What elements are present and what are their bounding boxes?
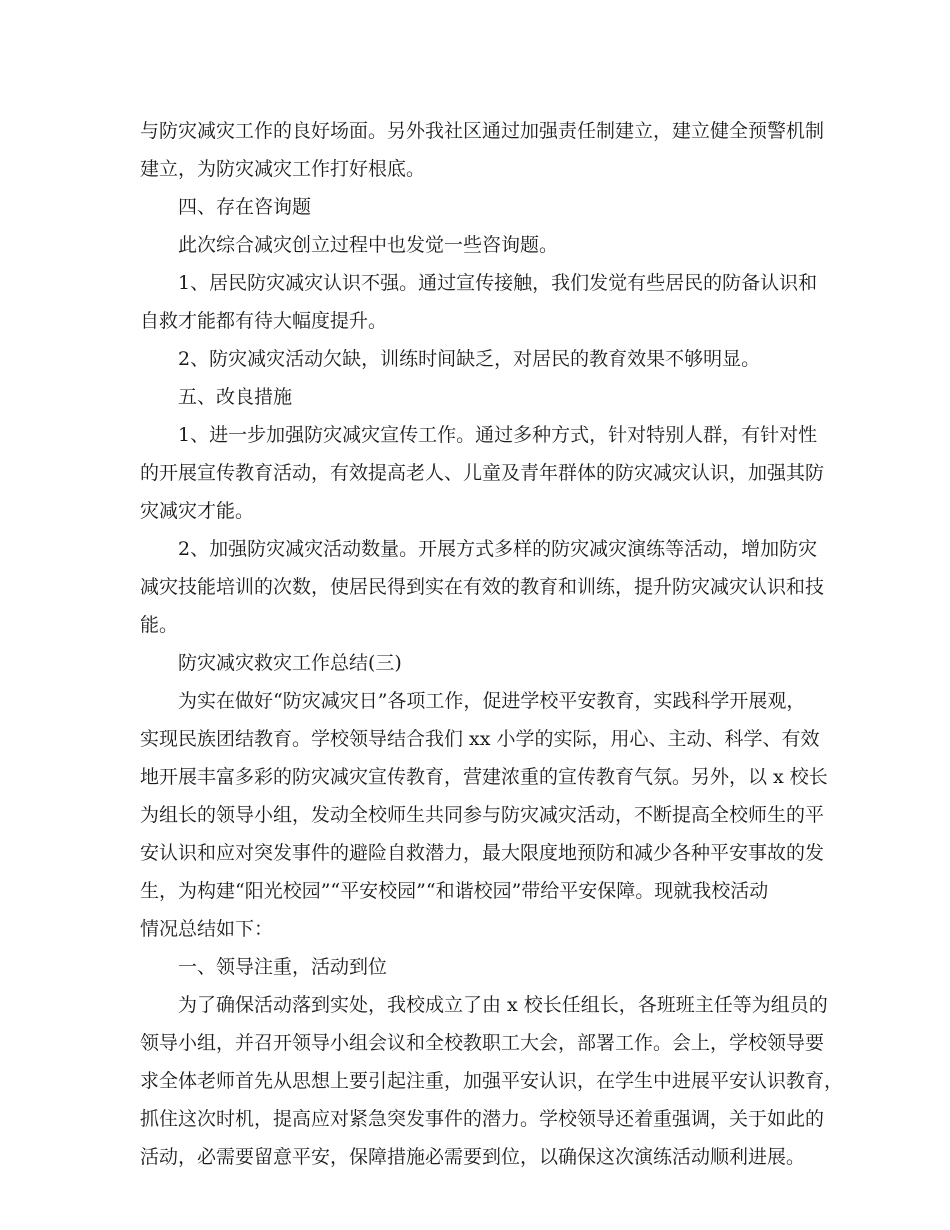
document-body [140, 112, 844, 1176]
text-line: 能。 [140, 614, 179, 636]
text-line: 为实在做好“防灾减灾日”各项工作，促进学校平安教育，实践科学开展观， [178, 690, 806, 712]
text-line: 1、进一步加强防灾减灾宣传工作。通过多种方式，针对特别人群，有针对性 [178, 424, 818, 446]
text-line: 抓住这次时机，提高应对紧急突发事件的潜力。学校领导还着重强调，关于如此的 [140, 1108, 825, 1130]
text-line: 活动，必需要留意平安，保障措施必需要到位，以确保这次演练活动顺利进展。 [140, 1146, 806, 1168]
text-line: 为组长的领导小组，发动全校师生共同参与防灾减灾活动，不断提高全校师生的平 [140, 804, 825, 826]
text-line: 2、加强防灾减灾活动数量。开展方式多样的防灾减灾演练等活动，增加防灾 [178, 538, 818, 560]
text-line: 求全体老师首先从思想上要引起注重，加强平安认识，在学生中进展平安认识教育， [140, 1070, 844, 1092]
section-heading: 五、改良措施 [178, 386, 293, 408]
text-line: 2、防灾减灾活动欠缺，训练时间缺乏，对居民的教育效果不够明显。 [178, 348, 761, 370]
text-line: 与防灾减灾工作的良好场面。另外我社区通过加强责任制建立，建立健全预警机制 [140, 120, 825, 142]
text-line: 生，为构建“阳光校园”“平安校园”“和谐校园”带给平安保障。现就我校活动 [140, 880, 769, 902]
text-line: 1、居民防灾减灾认识不强。通过宣传接触，我们发觉有些居民的防备认识和 [178, 272, 818, 294]
text-line: 实现民族团结教育。学校领导结合我们 xx 小学的实际，用心、主动、科学、有效 [140, 728, 820, 750]
text-line: 减灾技能培训的次数，使居民得到实在有效的教育和训练，提升防灾减灾认识和技 [140, 576, 825, 598]
text-line: 自救才能都有待大幅度提升。 [140, 310, 388, 332]
text-line: 为了确保活动落到实处，我校成立了由 x 校长任组长，各班班主任等为组员的 [178, 994, 828, 1016]
text-line: 情况总结如下： [140, 918, 274, 940]
section-heading: 一、领导注重，活动到位 [178, 956, 388, 978]
text-line: 灾减灾才能。 [140, 500, 255, 522]
text-line: 地开展丰富多彩的防灾减灾宣传教育，营建浓重的宣传教育气氛。另外，以 x 校长 [140, 766, 828, 788]
text-line: 建立，为防灾减灾工作打好根底。 [140, 158, 426, 180]
section-heading: 四、存在咨询题 [178, 196, 312, 218]
text-line: 的开展宣传教育活动，有效提高老人、儿童及青年群体的防灾减灾认识，加强其防 [140, 462, 825, 484]
text-line: 领导小组，并召开领导小组会议和全校教职工大会，部署工作。会上，学校领导要 [140, 1032, 825, 1054]
article-title: 防灾减灾救灾工作总结(三) [178, 652, 402, 674]
text-line: 安认识和应对突发事件的避险自救潜力，最大限度地预防和减少各种平安事故的发 [140, 842, 825, 864]
text-line: 此次综合减灾创立过程中也发觉一些咨询题。 [178, 234, 559, 256]
